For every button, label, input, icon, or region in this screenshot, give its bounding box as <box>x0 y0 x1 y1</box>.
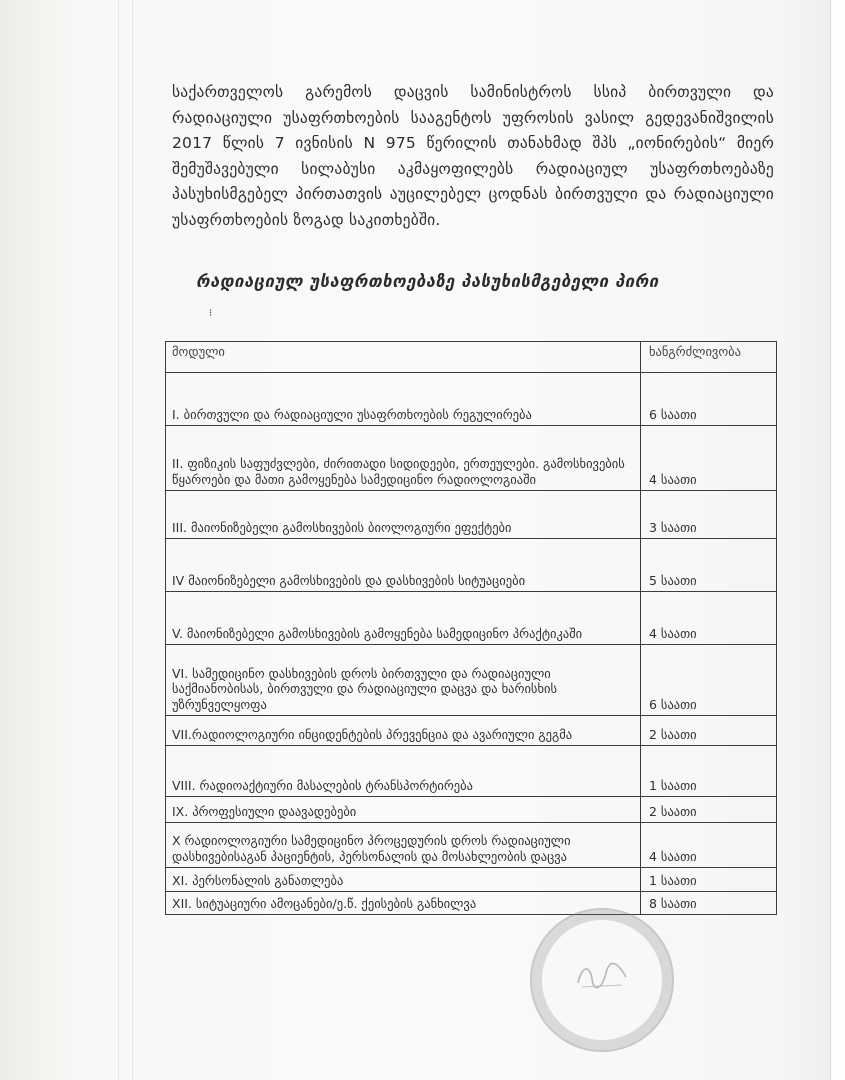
table-row <box>166 645 777 716</box>
intro-paragraph: საქართველოს გარემოს დაცვის სამინისტროს სსიპ ბირთვული და რადიაციული უსაფრთხოების სააგენტოს უფროსის ვასილ გედევანიშვილის 2017 წლის 7 ივნისის N 975 წერილის თანახმად შპს „იონირების“ მიერ შემუშავებული სილაბუსი აკმაყოფილებს რადიაციულ უსაფრთხოებაზე პასუხისმგებელ პირთათვის აუცილებელ ცოდნას ბირთვული და რადიაციული უსაფრთხოების ზოგად საკითხებში. <box>172 83 774 229</box>
module-cell: VI. სამედიცინო დასხივების დროს ბირთვული და რადიაციული საქმიანობისას, ბირთვული და რადიაციული დაცვა და ხარისხის უზრუნველყოფა <box>166 645 641 716</box>
table-row <box>166 373 777 426</box>
module-cell: X რადიოლოგიური სამედიცინო პროცედურის დროს რადიაციული დასხივებისაგან პაციენტის, პერსონალის და მოსახლეობის დაცვა <box>166 823 641 868</box>
module-cell: VIII. რადიოაქტიური მასალების ტრანსპორტირება <box>166 746 641 797</box>
table-row <box>166 868 777 892</box>
section-heading: რადიაციულ უსაფრთხოებაზე პასუხისმგებელი პირი <box>196 272 659 291</box>
table-row <box>166 592 777 645</box>
scan-streak <box>132 0 133 1080</box>
module-cell: VII.რადიოლოგიური ინციდენტების პრევენცია და ავარიული გეგმა <box>166 716 641 746</box>
column-header-module: მოდული <box>166 342 641 373</box>
page-edge <box>830 0 845 1080</box>
duration-cell: 4 საათი <box>641 823 777 868</box>
ink-speck: ⁝ <box>209 308 213 319</box>
duration-cell: 6 საათი <box>641 373 777 426</box>
duration-cell: 5 საათი <box>641 539 777 592</box>
table-row <box>166 746 777 797</box>
table-row <box>166 539 777 592</box>
module-cell: IV მაიონიზებელი გამოსხივების და დასხივების სიტუაციები <box>166 539 641 592</box>
module-cell: I. ბირთვული და რადიაციული უსაფრთხოების რეგულირება <box>166 373 641 426</box>
modules-table <box>165 341 777 915</box>
module-cell: XII. სიტუაციური ამოცანები/ე.წ. ქეისების განხილვა <box>166 892 641 915</box>
table-row <box>166 892 777 915</box>
table-row <box>166 797 777 823</box>
table-row <box>166 426 777 491</box>
module-cell: V. მაიონიზებელი გამოსხივების გამოყენება სამედიცინო პრაქტიკაში <box>166 592 641 645</box>
duration-cell: 1 საათი <box>641 868 777 892</box>
table-row <box>166 823 777 868</box>
table-header-row <box>166 342 777 373</box>
faded-stamp <box>530 908 674 1052</box>
duration-cell: 4 საათი <box>641 426 777 491</box>
duration-cell: 1 საათი <box>641 746 777 797</box>
module-cell: XI. პერსონალის განათლება <box>166 868 641 892</box>
table-row <box>166 491 777 539</box>
module-cell: II. ფიზიკის საფუძვლები, ძირითადი სიდიდეები, ერთეულები. გამოსხივების წყაროები და მათი გამოყენება სამედიცინო რადიოლოგიაში <box>166 426 641 491</box>
module-cell: IX. პროფესიული დაავადებები <box>166 797 641 823</box>
duration-cell: 3 საათი <box>641 491 777 539</box>
scan-streak <box>118 0 119 1080</box>
stamp-mark-icon <box>572 955 632 995</box>
duration-cell: 4 საათი <box>641 592 777 645</box>
duration-cell: 8 საათი <box>641 892 777 915</box>
duration-cell: 6 საათი <box>641 645 777 716</box>
column-header-duration: ხანგრძლივობა <box>641 342 777 373</box>
duration-cell: 2 საათი <box>641 797 777 823</box>
duration-cell: 2 საათი <box>641 716 777 746</box>
table-row <box>166 716 777 746</box>
module-cell: III. მაიონიზებელი გამოსხივების ბიოლოგიური ეფექტები <box>166 491 641 539</box>
